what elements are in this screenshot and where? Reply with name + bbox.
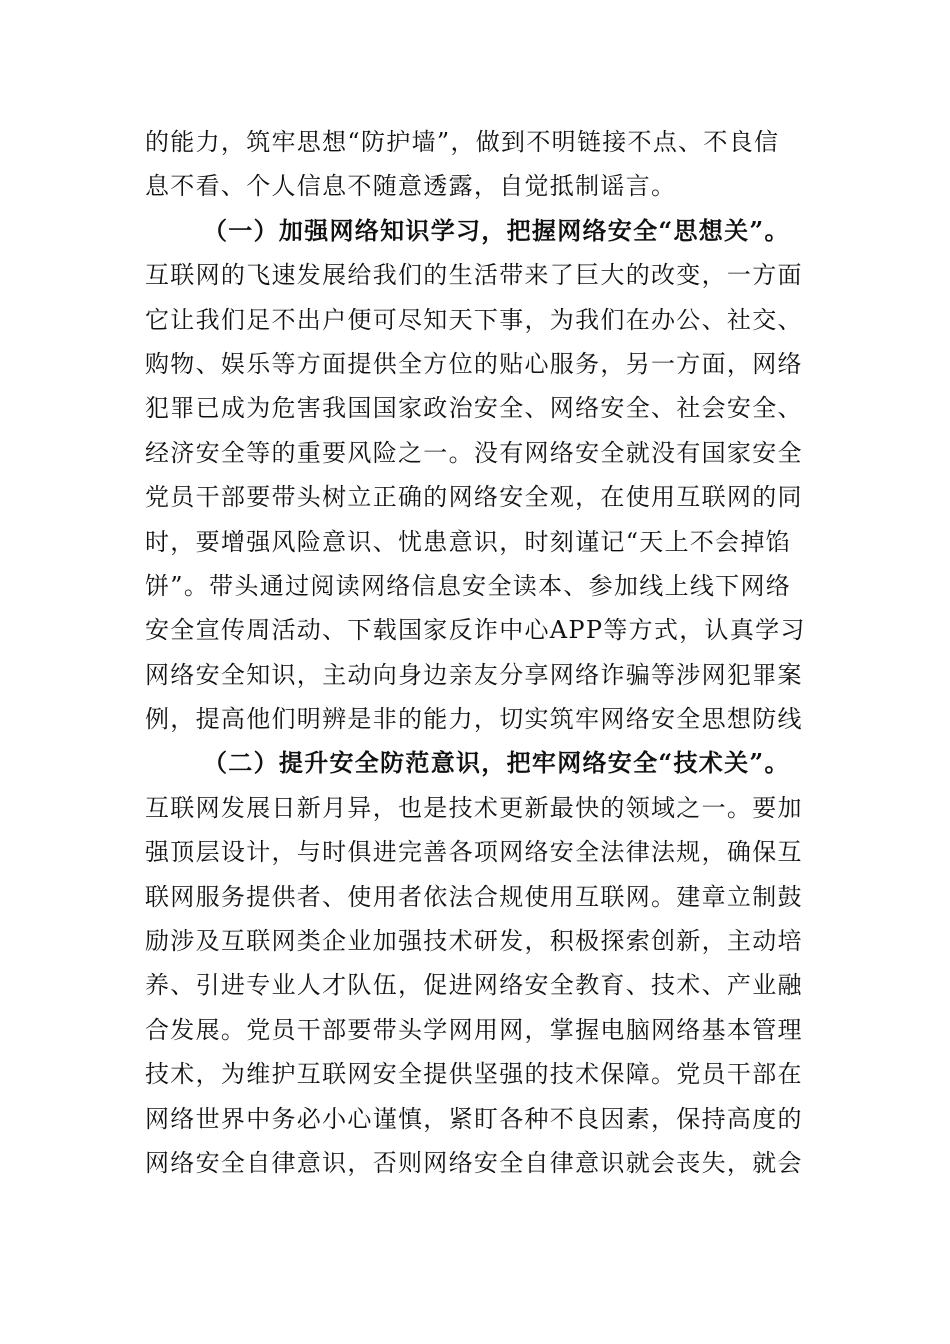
paragraph-line: 的能力，筑牢思想“防护墙”，做到不明链接不点、不良信: [145, 128, 780, 156]
paragraph-line: 互联网发展日新月异，也是技术更新最快的领域之一。要加: [145, 793, 803, 822]
paragraph-line: 强顶层设计，与时俱进完善各项网络安全法律法规，确保互: [145, 838, 803, 867]
paragraph-line: 网络安全知识，主动向身边亲友分享网络诈骗等涉网犯罪案: [145, 660, 803, 689]
paragraph-line: 合发展。党员干部要带头学网用网，掌握电脑网络基本管理: [145, 1015, 803, 1044]
paragraph-line: 党员干部要带头树立正确的网络安全观，在使用互联网的同: [145, 483, 803, 512]
paragraph-line: 时，要增强风险意识、忧患意识，时刻谨记“天上不会掉馅: [145, 527, 792, 556]
paragraph-line: 经济安全等的重要风险之一。没有网络安全就没有国家安全: [145, 438, 803, 467]
paragraph-line: 例，提高他们明辨是非的能力，切实筑牢网络安全思想防线: [145, 705, 803, 734]
paragraph-line: 互联网的飞速发展给我们的生活带来了巨大的改变，一方面: [145, 261, 803, 290]
paragraph-line: 购物、娱乐等方面提供全方位的贴心服务，另一方面，网络: [145, 349, 803, 378]
paragraph-line: 网络安全自律意识，否则网络安全自律意识就会丧失，就会: [145, 1148, 803, 1177]
document-body: [145, 120, 809, 1185]
paragraph-line: 联网服务提供者、使用者依法合规使用互联网。建章立制鼓: [145, 882, 803, 911]
paragraph-line: 息不看、个人信息不随意透露，自觉抵制谣言。: [145, 172, 677, 201]
paragraph-line: 安全宣传周活动、下载国家反诈中心APP等方式，认真学习: [145, 616, 806, 645]
paragraph-line: 饼”。带头通过阅读网络信息安全读本、参加线上线下网络: [145, 571, 792, 600]
section-heading-line: （一）加强网络知识学习，把握网络安全“思想关”。: [203, 215, 790, 245]
paragraph-line: 技术，为维护互联网安全提供坚强的技术保障。党员干部在: [145, 1060, 803, 1089]
section-heading-line: （二）提升安全防范意识，把牢网络安全“技术关”。: [203, 748, 790, 778]
paragraph-line: 养、引进专业人才队伍，促进网络安全教育、技术、产业融: [145, 971, 803, 1000]
paragraph-line: 犯罪已成为危害我国国家政治安全、网络安全、社会安全、: [145, 394, 803, 423]
paragraph-line: 网络世界中务必小心谨慎，紧盯各种不良因素，保持高度的: [145, 1104, 803, 1133]
paragraph-line: 它让我们足不出户便可尽知天下事，为我们在办公、社交、: [145, 305, 803, 334]
paragraph-line: 励涉及互联网类企业加强技术研发，积极探索创新，主动培: [145, 927, 803, 956]
